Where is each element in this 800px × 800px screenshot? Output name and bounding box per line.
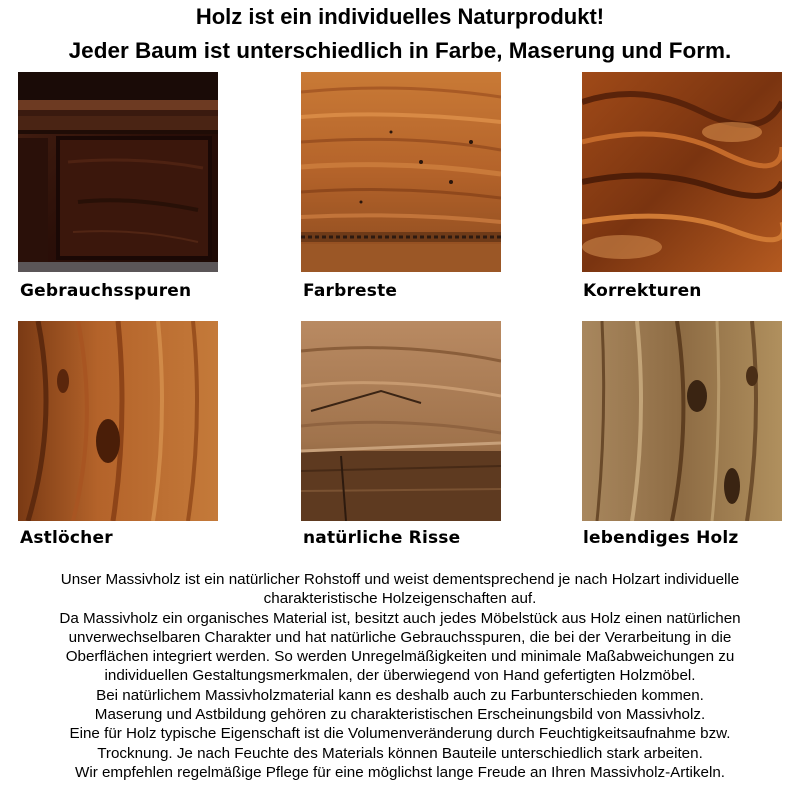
description-line: Da Massivholz ein organisches Material ist, besitzt auch jedes Möbelstück aus Holz einen natürlichen: [59, 609, 741, 627]
caption-lebendiges-holz: lebendiges Holz: [583, 528, 739, 548]
description-text: [4, 570, 796, 782]
caption-farbreste: Farbreste: [303, 281, 398, 301]
description-line: individuellen Gestaltungsmerkmalen, der überwiegend von Hand gefertigten Holzmöbel.: [104, 667, 696, 685]
description-line: Unser Massivholz ist ein natürlicher Rohstoff und weist dementsprechend je nach Holzart individuelle: [60, 571, 740, 588]
wood-photo-korrekturen: [582, 72, 782, 272]
caption-astloecher: Astlöcher: [20, 528, 113, 548]
headline-subtitle: Jeder Baum ist unterschiedlich in Farbe, Maserung und Form.: [68, 38, 732, 63]
caption-korrekturen: Korrekturen: [583, 281, 702, 301]
description-line: Maserung und Astbildung gehören zu charakteristischen Erscheinungsbild von Massivholz.: [94, 706, 706, 724]
wood-photo-farbreste: [301, 72, 501, 272]
caption-gebrauchsspuren: Gebrauchsspuren: [20, 281, 192, 301]
wood-photo-gebrauchsspuren: [18, 72, 218, 272]
wood-photo-natuerliche-risse: [301, 321, 501, 521]
description-line: Wir empfehlen regelmäßige Pflege für eine möglichst lange Freude an Ihren Massivholz-Artikeln.: [75, 763, 725, 781]
headline-title: Holz ist ein individuelles Naturprodukt!: [195, 4, 605, 29]
caption-natuerliche-risse: natürliche Risse: [303, 528, 461, 548]
wood-photo-lebendiges-holz: [582, 321, 782, 521]
description-line: Bei natürlichem Massivholzmaterial kann es deshalb auch zu Farbunterschieden kommen.: [96, 686, 704, 704]
description-line: Oberflächen integriert werden. So werden Unregelmäßigkeiten und minimale Maßabweichungen zu: [65, 648, 735, 666]
wood-photo-astloecher: [18, 321, 218, 521]
description-line: unverwechselbaren Charakter und hat natürliche Gebrauchsspuren, die bei der Verarbeitung in die: [68, 628, 732, 646]
description-line: charakteristische Holzeigenschaften auf.: [263, 590, 537, 608]
description-line: Eine für Holz typische Eigenschaft ist die Volumenveränderung durch Feuchtigkeitsaufnahme bzw.: [69, 725, 731, 743]
description-line: Trocknung. Je nach Feuchte des Materials können Bauteile unterschiedlich stark arbeiten.: [97, 744, 703, 762]
